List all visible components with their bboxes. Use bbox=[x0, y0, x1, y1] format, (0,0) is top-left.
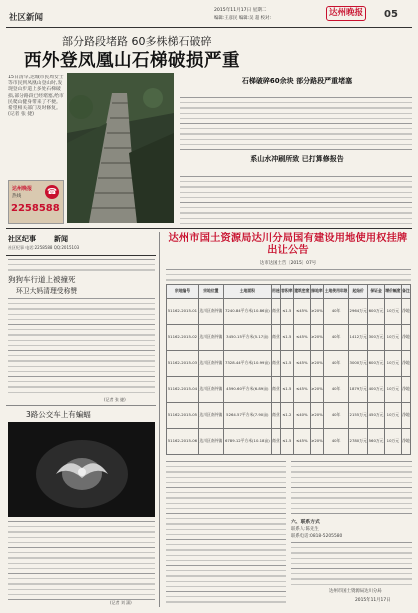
table-header-cell: 绿地率 bbox=[310, 285, 323, 299]
table-cell: 10万元 bbox=[384, 429, 401, 455]
header-rule bbox=[6, 27, 412, 28]
story1-byline: (记者 张 捷) bbox=[104, 397, 126, 402]
hotline-ad bbox=[8, 180, 64, 224]
section-divider bbox=[6, 228, 412, 229]
story2-title: 3路公交车上有蝙蝠 bbox=[26, 410, 91, 419]
story2-body bbox=[8, 520, 155, 602]
table-cell: 40年 bbox=[324, 377, 349, 403]
community-intro bbox=[8, 258, 155, 272]
table-cell: 600万元 bbox=[368, 351, 385, 377]
table-cell: 400万元 bbox=[368, 377, 385, 403]
table-cell: 商业 bbox=[271, 351, 280, 377]
notice-body-left bbox=[166, 460, 286, 603]
table-cell: 51162-2015-03 bbox=[167, 351, 199, 377]
story1-title: 狗狗车行道上被撞死 bbox=[8, 275, 76, 284]
table-cell: 10万元 bbox=[384, 377, 401, 403]
table-cell: 净地 bbox=[401, 377, 410, 403]
table-cell: ≤40% bbox=[293, 403, 310, 429]
lead-subhead-1: 石梯破碎60余块 部分路段严重堵塞 bbox=[241, 77, 353, 85]
notice-issuer: 达州市国土资源局达川分局 bbox=[329, 589, 382, 594]
community-rule bbox=[6, 255, 156, 256]
table-cell: ≤45% bbox=[293, 299, 310, 325]
date-line: 2015年11月17日 星期二 bbox=[214, 8, 267, 13]
table-cell: 10万元 bbox=[384, 299, 401, 325]
lead-byline: (记者 张 捷) bbox=[8, 112, 34, 118]
table-row bbox=[167, 299, 411, 325]
table-row bbox=[167, 403, 411, 429]
table-cell: 51162-2015-05 bbox=[167, 403, 199, 429]
table-cell: ≥20% bbox=[310, 299, 323, 325]
table-cell: 6789.12平方米(10.18亩) bbox=[223, 429, 271, 455]
page-header bbox=[0, 0, 418, 28]
notice-body-right bbox=[291, 460, 412, 516]
table-cell: 5264.57平方米(7.90亩) bbox=[223, 403, 271, 429]
table-cell: ≥20% bbox=[310, 403, 323, 429]
table-cell: 达川区南外镇 bbox=[198, 403, 223, 429]
table-row bbox=[167, 325, 411, 351]
table-header-row bbox=[167, 285, 411, 299]
table-row bbox=[167, 377, 411, 403]
table-cell: 2780万元 bbox=[349, 429, 368, 455]
bat-photo bbox=[8, 422, 155, 517]
lead-body-2 bbox=[180, 175, 412, 224]
story1-subtitle: 环卫大妈清理受称赞 bbox=[16, 287, 78, 295]
table-header-cell: 容积率 bbox=[280, 285, 293, 299]
editor-line: 编辑:王彦民 编辑:吴 超 校对: bbox=[214, 16, 271, 21]
table-cell: ≤1.5 bbox=[280, 429, 293, 455]
land-parcel-table bbox=[166, 284, 411, 455]
table-cell: 600万元 bbox=[368, 299, 385, 325]
notice-right-col bbox=[291, 460, 412, 607]
community-header bbox=[6, 232, 156, 254]
table-cell: 7328.44平方米(10.99亩) bbox=[223, 351, 271, 377]
table-cell: 达川区南外镇 bbox=[198, 325, 223, 351]
table-cell: 40年 bbox=[324, 299, 349, 325]
table-header-cell: 备注 bbox=[401, 285, 410, 299]
table-header-cell: 建筑密度 bbox=[293, 285, 310, 299]
table-cell: 40年 bbox=[324, 325, 349, 351]
land-table bbox=[166, 284, 411, 456]
table-cell: ≤45% bbox=[293, 325, 310, 351]
table-header-cell: 增价幅度 bbox=[384, 285, 401, 299]
table-cell: ≤45% bbox=[293, 377, 310, 403]
table-cell: 商业 bbox=[271, 429, 280, 455]
table-cell: 商业 bbox=[271, 299, 280, 325]
table-cell: 商业 bbox=[271, 325, 280, 351]
table-cell: 3000万元 bbox=[349, 351, 368, 377]
table-cell: 净地 bbox=[401, 429, 410, 455]
table-cell: 净地 bbox=[401, 299, 410, 325]
table-cell: 51162-2015-04 bbox=[167, 377, 199, 403]
table-cell: 达川区南外镇 bbox=[198, 351, 223, 377]
table-cell: 450万元 bbox=[368, 403, 385, 429]
section-label: 社区新闻 bbox=[9, 13, 44, 23]
table-cell: 3450.15平方米(5.17亩) bbox=[223, 325, 271, 351]
phone-icon: ☎ bbox=[45, 185, 59, 199]
story2-byline: (记者 刘 潇) bbox=[110, 600, 132, 605]
table-cell: 净地 bbox=[401, 403, 410, 429]
community-divider bbox=[6, 405, 156, 406]
table-cell: 51162-2015-02 bbox=[167, 325, 199, 351]
community-section-label-2: 新闻 bbox=[54, 235, 68, 243]
table-cell: 1412万元 bbox=[349, 325, 368, 351]
lead-photo bbox=[67, 73, 174, 223]
notice-date: 2015年11月17日 bbox=[355, 598, 391, 603]
story2-photo bbox=[8, 422, 155, 517]
table-cell: 7240.84平方米(10.86亩) bbox=[223, 299, 271, 325]
lead-summary bbox=[8, 75, 64, 155]
table-cell: 40年 bbox=[324, 403, 349, 429]
table-cell: 商业 bbox=[271, 377, 280, 403]
table-header-cell: 宗地位置 bbox=[198, 285, 223, 299]
table-header-cell: 土地使用年限 bbox=[324, 285, 349, 299]
ad-line1: 达州晚报 bbox=[12, 186, 33, 192]
community-section-label: 社区纪事 bbox=[8, 235, 36, 243]
table-cell: ≤1.5 bbox=[280, 377, 293, 403]
table-header-cell: 用途 bbox=[271, 285, 280, 299]
table-cell: 10万元 bbox=[384, 403, 401, 429]
contact-heading: 六、联系方式 bbox=[291, 520, 320, 525]
table-cell: 300万元 bbox=[368, 325, 385, 351]
newspaper-logo: 达州晚报 bbox=[326, 6, 366, 21]
table-row bbox=[167, 351, 411, 377]
contact-person: 联系人:陈先生 bbox=[291, 527, 319, 532]
lead-headline: 西外登凤凰山石梯破损严重 bbox=[24, 51, 240, 71]
table-cell: 10万元 bbox=[384, 351, 401, 377]
table-cell: 商业 bbox=[271, 403, 280, 429]
lead-body-1 bbox=[180, 96, 412, 150]
table-cell: 1879万元 bbox=[349, 377, 368, 403]
table-cell: 51162-2015-06 bbox=[167, 429, 199, 455]
column-separator bbox=[159, 232, 160, 607]
table-cell: ≥20% bbox=[310, 351, 323, 377]
table-cell: 达川区南外镇 bbox=[198, 377, 223, 403]
table-cell: 净地 bbox=[401, 351, 410, 377]
table-cell: 560万元 bbox=[368, 429, 385, 455]
ad-line2: 热线 bbox=[12, 194, 22, 199]
ad-phone: 2258588 bbox=[11, 203, 60, 214]
table-header-cell: 土地面积 bbox=[223, 285, 271, 299]
table-cell: ≥20% bbox=[310, 429, 323, 455]
table-header-cell: 起始价 bbox=[349, 285, 368, 299]
table-cell: 4590.60平方米(6.89亩) bbox=[223, 377, 271, 403]
table-body bbox=[167, 299, 411, 455]
table-cell: 2964万元 bbox=[349, 299, 368, 325]
table-header-cell: 保证金 bbox=[368, 285, 385, 299]
table-cell: ≤45% bbox=[293, 429, 310, 455]
stone-steps-photo bbox=[67, 73, 174, 223]
table-cell: ≥20% bbox=[310, 377, 323, 403]
contact-phone: 联系电话:0818-5205580 bbox=[291, 534, 343, 539]
lead-kicker: 部分路段堵路 60多株梯石破碎 bbox=[62, 35, 212, 48]
community-info: 社区纪事 电话:2258588 QQ:2015103 bbox=[8, 245, 80, 250]
table-cell: 净地 bbox=[401, 325, 410, 351]
table-cell: ≤45% bbox=[293, 351, 310, 377]
notice-body-right-2 bbox=[291, 541, 412, 585]
notice-intro bbox=[166, 268, 411, 282]
lead-summary-text: 15日清早,达城市民周女士等市民到凤凰山登山时,发现登山步道上多处石梯破损,部分路段已经堵塞,给市民爬山健身带来了不便。希望相关部门及时修复。 bbox=[8, 75, 64, 112]
table-cell: ≤1.5 bbox=[280, 351, 293, 377]
table-cell: 51162-2015-01 bbox=[167, 299, 199, 325]
lead-subhead-2: 系山水冲刷所致 已打算修报告 bbox=[250, 155, 344, 163]
story1-body bbox=[8, 297, 155, 396]
table-cell: 10万元 bbox=[384, 325, 401, 351]
table-cell: 40年 bbox=[324, 429, 349, 455]
table-cell: 达川区南外镇 bbox=[198, 299, 223, 325]
table-cell: ≤1.5 bbox=[280, 325, 293, 351]
notice-subtitle: 达市达国土告〔2015〕07号 bbox=[259, 261, 317, 266]
table-header-cell: 宗地编号 bbox=[167, 285, 199, 299]
table-cell: 达川区南外镇 bbox=[198, 429, 223, 455]
table-cell: ≥20% bbox=[310, 325, 323, 351]
table-row bbox=[167, 429, 411, 455]
page-number: 05 bbox=[384, 9, 398, 20]
table-cell: ≤1.2 bbox=[280, 403, 293, 429]
table-cell: ≤1.5 bbox=[280, 299, 293, 325]
notice-title: 达州市国土资源局达川分局国有建设用地使用权挂牌出让公告 bbox=[168, 233, 408, 256]
table-cell: 2155万元 bbox=[349, 403, 368, 429]
table-cell: 40年 bbox=[324, 351, 349, 377]
